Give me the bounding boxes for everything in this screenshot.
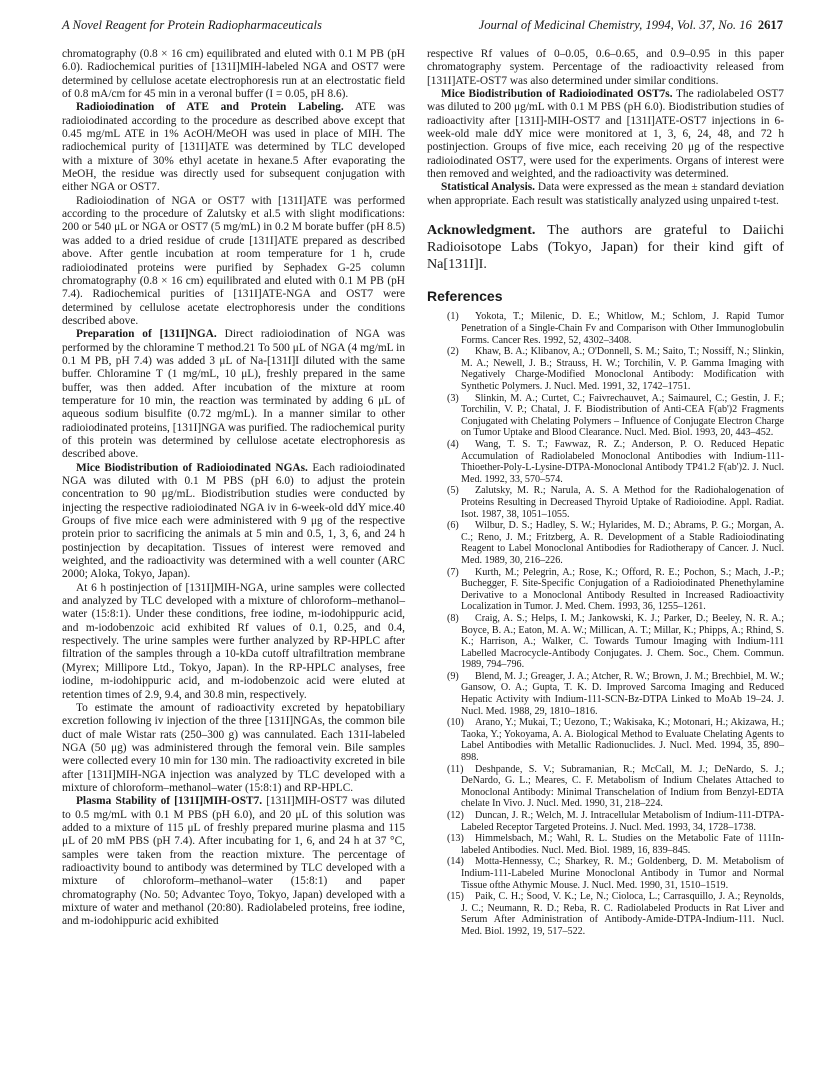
reference-number: (10)	[447, 717, 464, 729]
reference-item	[427, 856, 784, 891]
paragraph-text: ATE was radioiodinated according to the procedure as described above except that 0.45 mg/mL ATE in 1% AcOH/MeOH was used in place of MIH. The radiochemical purity of [131I]ATE was determined by TLC developed with a mixture of 30% ethyl acetate in hexane.5 After evaporating the MeOH, the residue was directly used for subsequent conjugation with either NGA or OST7.	[62, 101, 405, 194]
section-heading: Mice Biodistribution of Radioiodinated OST7s.	[441, 88, 673, 101]
reference-number: (8)	[447, 612, 459, 624]
paragraph	[62, 582, 405, 702]
section-heading: Plasma Stability of [131I]MIH-OST7.	[76, 795, 263, 808]
paragraph	[62, 48, 405, 101]
acknowledgment	[427, 222, 784, 273]
reference-number: (13)	[447, 833, 464, 845]
reference-item	[427, 810, 784, 833]
reference-number: (14)	[447, 856, 464, 868]
paragraph-text: chromatography (0.8 × 16 cm) equilibrated and eluted with 0.1 M PB (pH 6.0). Radiochemical purities of [131I]MIH-labeled NGA and OST7 were determined by cellulose acetate electrophoresis run at an electrostatic field of 0.8 mA/cm for 45 min in a veronal buffer (I = 0.05, pH 8.6).	[62, 48, 405, 101]
paragraph	[62, 195, 405, 328]
paragraph-text: Each radioiodinated NGA was diluted with 0.1 M PBS (pH 6.0) to adjust the protein concentration to 90 μg/mL. Biodistribution studies were conducted by injecting the respective radioiodinated NGA iv in 6-week-old ddY mice.40 Groups of five mice each were administered with 9 μg of the respective protein prior to sacrificing the animals at 5 min and 0.5, 1, 3, 6, and 24 h postinjection by decapitation. Tissues of interest were removed and weighted, and the radioactivity was determined with a well counter (ARC 2000; Aloka, Tokyo, Japan).	[62, 461, 405, 581]
reference-text: Yokota, T.; Milenic, D. E.; Whitlow, M.; Schlom, J. Rapid Tumor Penetration of a Single-Chain Fv and Comparison with Other Immunoglobulin Forms. Cancer Res. 1992, 52, 4302–3408.	[461, 311, 784, 346]
reference-item	[427, 393, 784, 439]
paragraph-text: Radioiodination of NGA or OST7 with [131I]ATE was performed according to the procedure of Zalutsky et al.5 with slight modifications: 200 or 540 μL or NGA or OST7 (5 mg/mL) in 0.2 M borate buffer (pH 8.5) was added to a dried residue of crude [131I]ATE prepared as described above. After gentle incubation at room temperature for 1 h, crude radioiodinated proteins were purified by Sephadex G-25 column chromatography (0.8 × 16 cm) equilibrated and eluted with 0.1 M PB (pH 7.4). Radiochemical purities of [131I]ATE-NGA and OST7 were determined by cellulose acetate electrophoresis under the conditions described above.	[62, 194, 405, 327]
reference-number: (7)	[447, 566, 459, 578]
left-column	[62, 48, 405, 929]
reference-number: (15)	[447, 891, 464, 903]
journal-name: Journal of Medicinal Chemistry, 1994, Vol. 37, No. 16	[478, 18, 752, 32]
paragraph-text: Data were expressed as the mean ± standard deviation when appropriate. Each result was statistically analyzed using unpaired t-test.	[427, 181, 784, 207]
reference-number: (3)	[447, 392, 459, 404]
section-heading: Statistical Analysis.	[441, 181, 535, 194]
running-header	[62, 18, 783, 38]
paragraph	[62, 101, 405, 194]
reference-number: (12)	[447, 810, 464, 821]
paragraph-text: [131I]MIH-OST7 was diluted to 0.5 mg/mL with 0.1 M PBS (pH 6.0), and 20 μL of this solution was added to a mixture of 115 μL of freshly prepared murine plasma and 115 μL of 20 mM PBS (pH 7.4). After incubating for 1, 6, and 24 h at 37 °C, samples were taken from the reaction mixture. The percentage of radioactivity bound to antibody was determined by TLC developed with a mixture of chloroform–methanol–water (15:8:1) and paper chromatography (No. 50; Advantec Toyo, Tokyo, Japan) developed with a mixture of water and methanol (20:80). Radiolabeled proteins, free iodine, and m-iodohippuric acid exhibited	[62, 795, 405, 928]
references-heading: References	[427, 288, 503, 305]
reference-text: Blend, M. J.; Greager, J. A.; Atcher, R. W.; Brown, J. M.; Brechbiel, M. W.; Gansow, O. A.; Gupta, T. K. D. Improved Sarcoma Imaging and Reduced Hepatic Activity with Indium-111-SCN-Bz-DTPA Linked to MoAb 19–24. J. Nucl. Med. 1988, 29, 1810–1816.	[461, 670, 784, 717]
reference-text: Khaw, B. A.; Klibanov, A.; O'Donnell, S. M.; Saito, T.; Nossiff, N.; Slinkin, M. A.; Newell, J. B.; Strauss, H. W.; Torchilin, V. P. Gamma Imaging with Negatively Charge-Modified Monoclonal Antibody: Modification with Synthetic Polymers. J. Nucl. Med. 1991, 32, 1742–1751.	[461, 346, 784, 393]
reference-item	[427, 613, 784, 671]
reference-text: Himmelsbach, M.; Wahl, R. L. Studies on the Metabolic Fate of 111In-labeled Antibodies. Nucl. Med. Biol. 1989, 16, 839–845.	[461, 833, 784, 856]
section-heading: Radioiodination of ATE and Protein Labeling.	[76, 101, 344, 114]
reference-item	[427, 891, 784, 937]
reference-number: (2)	[447, 346, 459, 358]
paragraph	[427, 88, 784, 181]
paragraph-text: At 6 h postinjection of [131I]MIH-NGA, urine samples were collected and analyzed by TLC developed with a mixture of chloroform–methanol–water (15:8:1). Under these conditions, free iodine, m-iodohippuric acid, and m-iodobenzoic acid exhibited Rf values of 0.1, 0.25, and 0.4, respectively. The urine samples were further analyzed by RP-HPLC after filtration of the samples through a 10-kDa cutoff ultrafiltration membrane (Myrex; Millipore Ltd., Tokyo, Japan). In the RP-HPLC analyses, free iodine, m-iodohippuric acid, and m-iodobenzoic acid were eluted at retention times of 2.9, 9.4, and 30.8 min, respectively.	[62, 581, 405, 701]
reference-text: Slinkin, M. A.; Curtet, C.; Faivrechauvet, A.; Saimaurel, C.; Gestin, J. F.; Torchilin, V. P.; Chatal, J. F. Biodistribution of Anti-CEA F(ab')2 Fragments Conjugated with Chelating Polymers – Influence of Conjugate Electron Charge on Tumor Uptake and Blood Clearance. Nucl. Med. Biol. 1993, 20, 443–452.	[461, 392, 784, 439]
reference-text: Wang, T. S. T.; Fawwaz, R. Z.; Anderson, P. O. Reduced Hepatic Accumulation of Radiolabeled Monoclonal Antibodies with Indium-111-Thioether-Poly-L-Lysine-DTPA-Monoclonal Antibody TP41.2 F(ab')2. J. Nucl. Med. 1992, 33, 570–574.	[461, 439, 784, 485]
reference-number: (11)	[447, 763, 464, 775]
reference-list	[427, 311, 784, 937]
reference-item	[427, 439, 784, 485]
page-number: 2617	[757, 18, 783, 32]
paragraph	[427, 181, 784, 208]
paragraph	[62, 462, 405, 582]
reference-number: (1)	[447, 311, 459, 323]
reference-text: Craig, A. S.; Helps, I. M.; Jankowski, K. J.; Parker, D.; Beeley, N. R. A.; Boyce, B. A.; Eaton, M. A. W.; Millican, A. T.; Millar, K.; Phipps, A.; Rhind, S. K.; Harrison, A.; Walker, C. Towards Tumour Imaging with Indium-111 Labelled Macrocycle-Antibody Conjugates. J. Chem. Soc., Chem. Commun. 1989, 794–796.	[461, 612, 784, 671]
paragraph-text: respective Rf values of 0–0.05, 0.6–0.65, and 0.9–0.95 in this paper chromatography system. Percentage of the radioactivity released from [131I]ATE-OST7 was also determined under similar conditions.	[427, 48, 784, 87]
reference-item	[427, 833, 784, 856]
paragraph	[427, 48, 784, 88]
reference-text: Wilbur, D. S.; Hadley, S. W.; Hylarides, M. D.; Abrams, P. G.; Morgan, A. C.; Reno, J. M.; Fritzberg, A. R. Development of a Stable Radioiodinating Reagent to Label Monoclonal Antibodies for Radiotherapy of Cancer. J. Nucl. Med. 1989, 30, 216–226.	[461, 520, 784, 566]
reference-item	[427, 346, 784, 392]
reference-number: (5)	[447, 485, 459, 497]
reference-item	[427, 567, 784, 613]
reference-text: Deshpande, S. V.; Subramanian, R.; McCall, M. J.; DeNardo, S. J.; DeNardo, G. L.; Meares, C. F. Metabolism of Indium Chelates Attached to Monoclonal Antibody: Minimal Transchelation of Indium from Benzyl-EDTA chelate In Vivo. J. Nucl. Med. 1990, 31, 218–224.	[461, 763, 784, 810]
reference-text: Kurth, M.; Pelegrin, A.; Rose, K.; Offord, R. E.; Pochon, S.; Mach, J.-P.; Buchegger, F. Site-Specific Conjugation of a Radioiodinated Phenethylamine Derivative to a Monoclonal Antibody Resulted in Increased Radioactivity Localization in Tumor. J. Med. Chem. 1993, 36, 1255–1261.	[461, 566, 784, 613]
reference-item	[427, 485, 784, 520]
paragraph-text: To estimate the amount of radioactivity excreted by hepatobiliary excretion following iv injection of the three [131I]NGAs, the common bile duct of male Wistar rats (250–300 g) was cannulated. Each 131I-labeled NGA (50 μg) was administered through the femoral vein. Bile samples were collected every 10 min for 130 min. The radioactivity excreted in bile after [131I]MIH-NGA injection was analyzed by TLC developed with a mixture of chloroform–methanol–water (15:8:1) and RP-HPLC.	[62, 701, 405, 794]
reference-text: Paik, C. H.; Sood, V. K.; Le, N.; Cioloca, L.; Carrasquillo, J. A.; Reynolds, J. C.; Neumann, R. D.; Reba, R. C. Radiolabeled Products in Rat Liver and Serum After Administration of Antibody-Amide-DTPA-Indium-111. Nucl. Med. Biol. 1992, 19, 517–522.	[461, 891, 784, 937]
section-heading: Mice Biodistribution of Radioiodinated NGAs.	[76, 461, 308, 474]
reference-item	[427, 764, 784, 810]
reference-text: Arano, Y.; Mukai, T.; Uezono, T.; Wakisaka, K.; Motonari, H.; Akizawa, H.; Taoka, Y.; Yokoyama, A. A. Biological Method to Evaluate Chelating Agents to Label Antibodies with Metallic Radionuclides. J. Nucl. Med. 1994, 35, 890–898.	[461, 717, 784, 764]
reference-number: (9)	[447, 670, 459, 682]
reference-item	[427, 311, 784, 346]
right-column	[427, 48, 784, 938]
running-title: A Novel Reagent for Protein Radiopharmaceuticals	[62, 18, 322, 32]
paragraph	[62, 702, 405, 795]
acknowledgment-heading: Acknowledgment.	[427, 222, 536, 239]
reference-text: Motta-Hennessy, C.; Sharkey, R. M.; Goldenberg, D. M. Metabolism of Indium-111-Labeled Murine Monoclonal Antibody in Tumor and Normal Tissue ofthe Athymic Mouse. J. Nucl. Med. 1990, 31, 1510–1519.	[461, 856, 784, 891]
reference-number: (6)	[447, 520, 459, 532]
reference-item	[427, 671, 784, 717]
paragraph-text: The radiolabeled OST7 was diluted to 200 μg/mL with 0.1 M PBS (pH 6.0). Biodistribution studies of radioactivity after [131I]-MIH-OST7 and [131I]ATE-OST7 injections in 6-week-old male ddY mice were monitored at 1, 3, 6, 24, 48, and 72 h postinjection. Groups of five mice, each receiving 20 μg of the respective radioiodinated OST7, were used for the experiments. Organs of interest were then removed and weighted, and the radioactivity was determined.	[427, 88, 784, 181]
journal-citation	[479, 18, 783, 33]
acknowledgment-text: The authors are grateful to Daiichi Radioisotope Labs (Tokyo, Japan) for their kind gift of Na[131I]I.	[427, 222, 784, 273]
paragraph-text: Direct radioiodination of NGA was performed by the chloramine T method.21 To 500 μL of NGA (4 mg/mL in 0.1 M PB, pH 7.4) was added 3 μL of Na-[131I]I diluted with the same buffer. Chloramine T (1 mg/mL, 10 μL), freshly prepared in the same buffer, was then added. After incubation of the mixture at room temperature for 10 min, the reaction was terminated by adding 6 μL of aqueous sodium bisulfite (0.72 mg/mL). In a manner similar to other radioiodinated proteins, [131I]NGA was purified. The radiochemical purity of this protein was determined by cellulose acetate electrophoresis as described above.	[62, 328, 405, 461]
reference-item	[427, 520, 784, 566]
reference-text: Duncan, J. R.; Welch, M. J. Intracellular Metabolism of Indium-111-DTPA-Labeled Receptor Targeted Proteins. J. Nucl. Med. 1993, 34, 1728–1738.	[461, 810, 784, 833]
paragraph	[62, 795, 405, 928]
paragraph	[62, 328, 405, 461]
section-heading: Preparation of [131I]NGA.	[76, 328, 217, 341]
reference-item	[427, 717, 784, 763]
reference-number: (4)	[447, 439, 459, 450]
reference-text: Zalutsky, M. R.; Narula, A. S. A Method for the Radiohalogenation of Proteins Resulting in Decreased Thyroid Uptake of Radioiodine. Appl. Radiat. Isot. 1987, 38, 1051–1055.	[461, 485, 784, 520]
